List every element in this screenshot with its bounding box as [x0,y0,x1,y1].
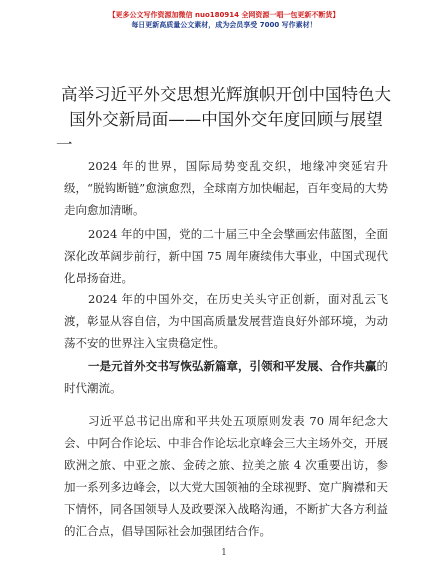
header-banner [0,10,448,30]
banner-line-2: 每日更新高质量公文素材，成为会员享受 7000 写作素材！ [131,21,317,29]
paragraph-1: 2024 年的世界，国际局势变乱交织，地缘冲突延宕升级，“脱钩断链”愈演愈烈，全球南方加快崛起，百年变局的大势走向愈加清晰。 [64,159,388,217]
title-line-1: 高举习近平外交思想光辉旗帜开创中国特色大 [61,85,391,104]
document-title [40,82,412,157]
paragraph-2: 2024 年的中国，党的二十届三中全会擘画宏伟蓝图，全面深化改革阔步前行，新中国 75 周年赓续伟大事业，中国式现代化昂扬奋进。 [64,227,388,285]
banner-line-1: 【更多公文写作资源加微信 nuo180914 全网资源一唱一包更新不断货】 [108,11,340,19]
title-line-2: 国外交新局面——中国外交年度回顾与展望 [69,110,383,129]
section-heading-bold: 一是元首外交书写恢弘新篇章，引领和平发展、合作共赢 [88,359,377,373]
section-heading-rest: 的时代潮流。 [64,359,388,395]
section-heading [64,355,388,399]
paragraph-4: 习近平总书记出席和平共处五项原则发表 70 周年纪念大会、中阿合作论坛、中非合作论坛北京峰会三大主场外交，开展欧洲之旅、中亚之旅、金砖之旅、拉美之旅 4 次重要出访，参加一系列多边峰会，以大党大国领袖的全球视野、宽广胸襟和天下情怀，同各国领导人及政要深入战略沟通，不断扩大各方利益的汇合点，倡导国际社会加强团结合作。 [64,414,388,538]
paragraph-3: 2024 年的中国外交，在历史关头守正创新，面对乱云飞渡，彰显从容自信，为中国高质量发展营造良好外部环境，为动荡不安的世界注入宝贵稳定性。 [64,292,388,350]
page-number: 1 [221,548,227,558]
title-line-3: 一 [56,135,73,154]
